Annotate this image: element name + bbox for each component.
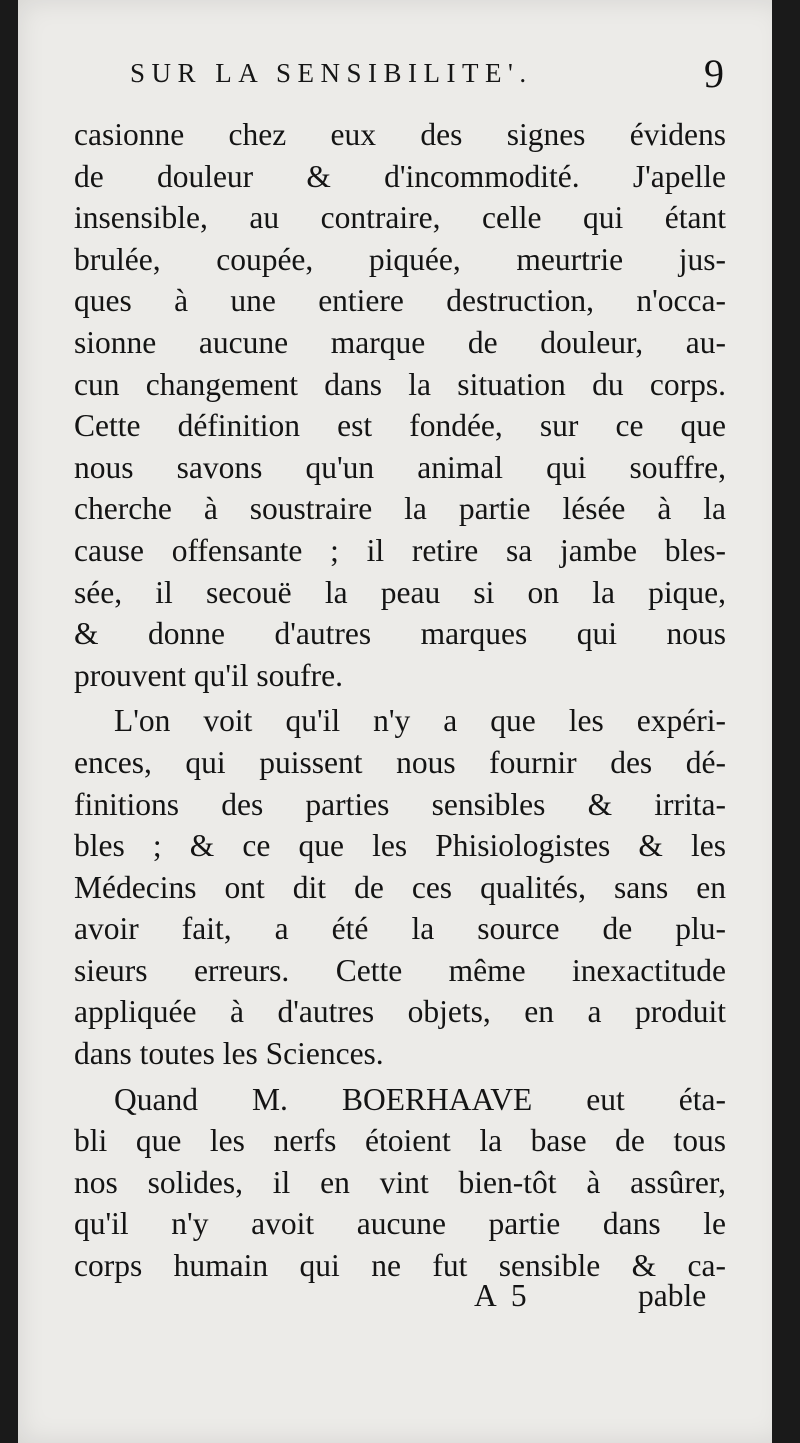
text-line: de douleur & d'incommodité. J'apelle	[74, 158, 726, 194]
text-line: Quand M. BOERHAAVE eut éta-	[114, 1081, 726, 1117]
signature-mark: A 5	[474, 1278, 531, 1313]
text-line: bli que les nerfs étoient la base de tous	[74, 1123, 726, 1159]
text-line: appliquée à d'autres objets, en a produit	[74, 994, 726, 1030]
text-line: & donne d'autres marques qui nous	[74, 616, 726, 652]
text-line: finitions des parties sensibles & irrita-	[74, 786, 726, 822]
catchword: pable	[638, 1278, 707, 1313]
text-line: ences, qui puissent nous fournir des dé-	[74, 744, 726, 780]
text-line: nos solides, il en vint bien-tôt à assûrer,	[74, 1164, 726, 1200]
text-line: avoir fait, a été la source de plu-	[74, 911, 726, 947]
text-line: Médecins ont dit de ces qualités, sans en	[74, 869, 726, 905]
text-line: nous savons qu'un animal qui souffre,	[74, 449, 726, 485]
text-line: brulée, coupée, piquée, meurtrie jus-	[74, 241, 726, 277]
text-line: qu'il n'y avoit aucune partie dans le	[74, 1206, 726, 1242]
text-line: L'on voit qu'il n'y a que les expéri-	[114, 703, 726, 739]
text-line: sée, il secouë la peau si on la pique,	[74, 574, 726, 610]
book-page	[18, 0, 786, 1443]
body-text	[74, 114, 726, 1287]
text-line: sionne aucune marque de douleur, au-	[74, 324, 726, 360]
text-line: cause offensante ; il retire sa jambe bles-	[74, 532, 726, 568]
text-line: ques à une entiere destruction, n'occa-	[74, 283, 726, 319]
text-line: cherche à soustraire la partie lésée à la	[74, 491, 726, 527]
text-line: bles ; & ce que les Phisiologistes & les	[74, 828, 726, 864]
text-line: corps humain qui ne fut sensible & ca-	[74, 1248, 726, 1284]
text-line: casionne chez eux des signes évidens	[74, 117, 726, 152]
text-line: insensible, au contraire, celle qui étant	[74, 200, 726, 236]
page-header	[18, 52, 786, 102]
text-line: prouvent qu'il soufre.	[74, 657, 343, 693]
page-number: 9	[704, 51, 724, 96]
text-line: cun changement dans la situation du corps.	[74, 366, 726, 402]
page-footer	[18, 1278, 786, 1322]
text-line: Cette définition est fondée, sur ce que	[74, 408, 726, 444]
text-line: dans toutes les Sciences.	[74, 1036, 384, 1072]
page-edge-shadow	[772, 0, 786, 1443]
text-line: sieurs erreurs. Cette même inexactitude	[74, 952, 726, 988]
running-head: SUR LA SENSIBILITE'.	[130, 58, 533, 88]
